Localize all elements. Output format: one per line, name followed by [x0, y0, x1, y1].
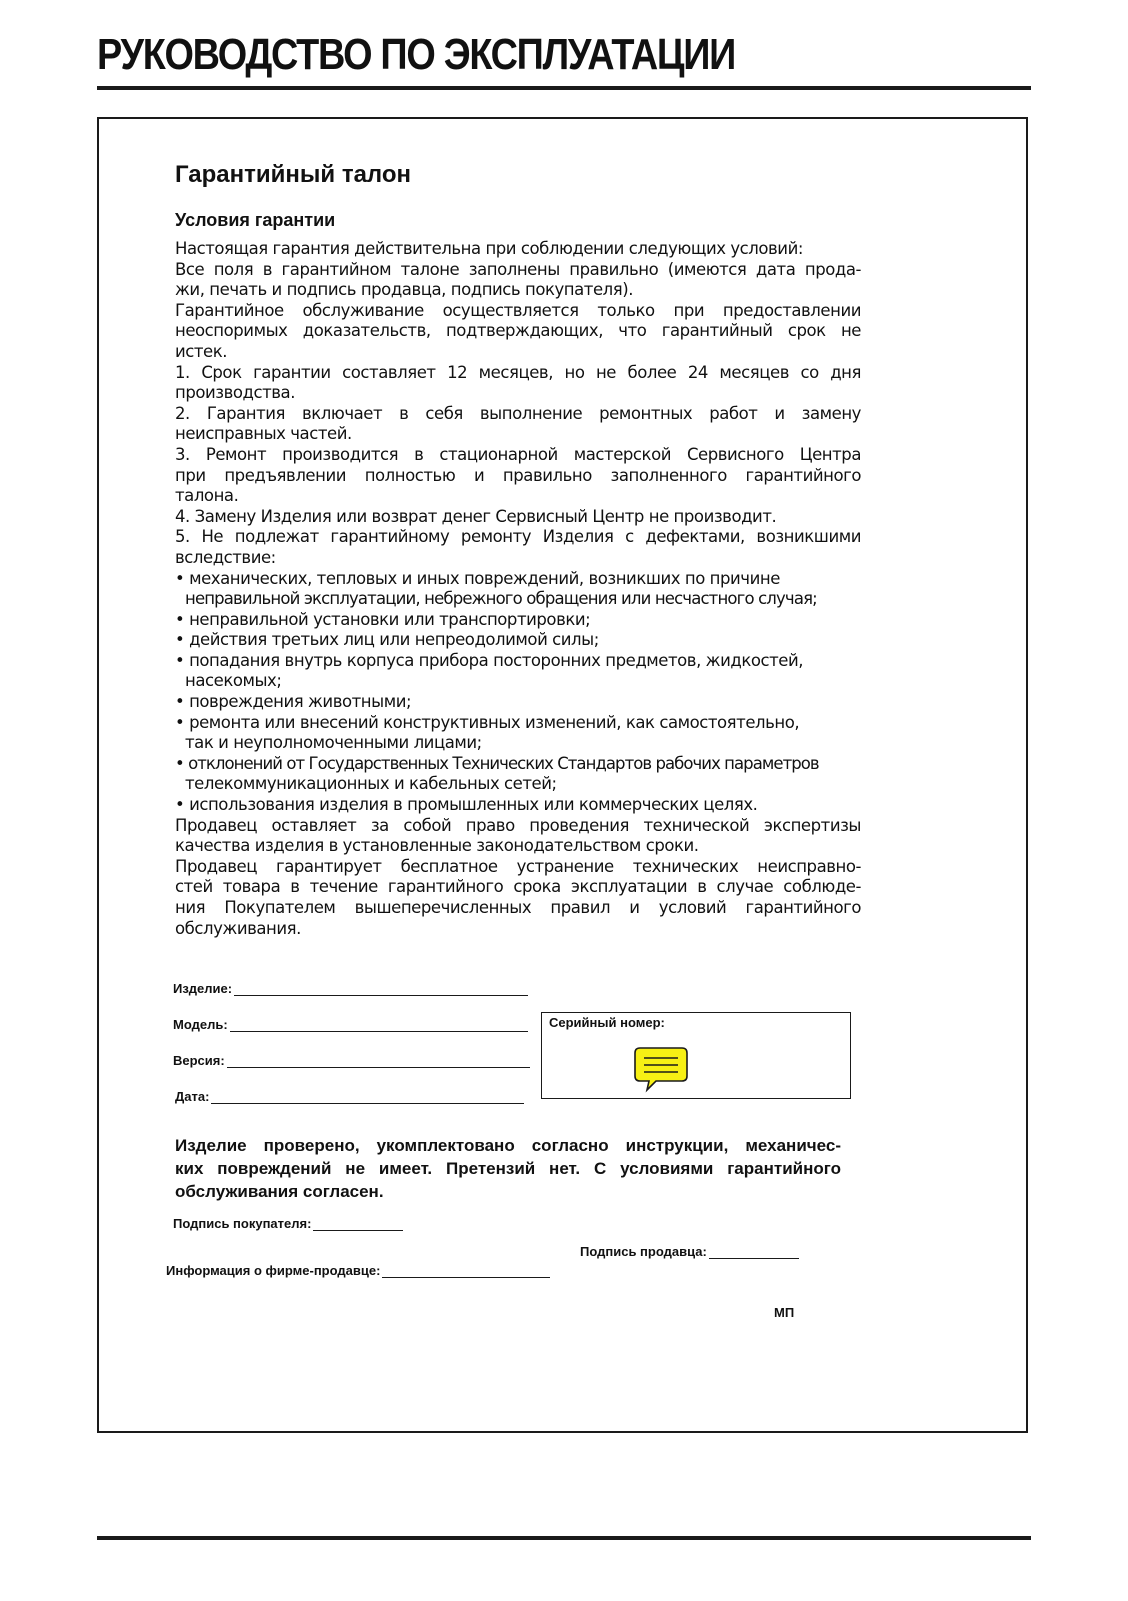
terms-line: • механических, тепловых и иных повреждений, возникших по причине — [175, 568, 780, 588]
confirmation-statement — [175, 1134, 841, 1203]
terms-line: • неправильной установки или транспортировки; — [175, 609, 591, 629]
terms-line: так и неуполномоченными лицами; — [185, 733, 482, 753]
terms-line: стей товара в течение гарантийного срока эксплуатации в случае соблюде- — [175, 877, 861, 897]
confirmation-line: обслуживания согласен. — [175, 1182, 384, 1201]
terms-line: Продавец гарантирует бесплатное устранение технических неисправно- — [175, 856, 861, 876]
date-input-line[interactable] — [211, 1089, 524, 1104]
product-label: Изделие: — [173, 981, 233, 996]
terms-line: Настоящая гарантия действительна при соблюдении следующих условий: — [175, 239, 803, 258]
seller-signature-label: Подпись продавца: — [580, 1244, 707, 1259]
terms-line: обслуживания. — [175, 918, 301, 938]
terms-line: 4. Замену Изделия или возврат денег Сервисный Центр не производит. — [175, 506, 777, 526]
version-field[interactable] — [173, 1053, 530, 1068]
terms-line: талона. — [175, 486, 239, 506]
terms-line: Гарантийное обслуживание осуществляется только при предоставлении — [175, 300, 861, 320]
terms-line: неисправных частей. — [175, 424, 352, 444]
seller-firm-field[interactable] — [166, 1263, 550, 1278]
stamp-placeholder: МП — [774, 1305, 795, 1320]
model-label: Модель: — [173, 1017, 228, 1032]
buyer-signature-label: Подпись покупателя: — [173, 1216, 312, 1231]
product-input-line[interactable] — [234, 981, 528, 996]
terms-line: при предъявлении полностью и правильно заполненного гарантийного — [175, 465, 861, 485]
date-field[interactable] — [175, 1089, 524, 1104]
terms-line: жи, печать и подпись продавца, подпись покупателя). — [175, 280, 634, 300]
product-field[interactable] — [173, 981, 528, 996]
confirmation-line: ких повреждений не имеет. Претензий нет. С условиями гарантийного — [175, 1159, 841, 1178]
terms-line: • повреждения животными; — [175, 692, 412, 712]
terms-line: 1. Срок гарантии составляет 12 месяцев, но не более 24 месяцев со дня — [175, 362, 861, 382]
warranty-terms — [175, 239, 861, 939]
warranty-card — [97, 117, 1028, 1433]
header-divider — [97, 86, 1031, 90]
terms-line: • попадания внутрь корпуса прибора посторонних предметов, жидкостей, — [175, 650, 804, 670]
terms-line: • отклонений от Государственных Технических Стандартов рабочих параметров — [175, 753, 819, 773]
terms-line: • использования изделия в промышленных или коммерческих целях. — [175, 795, 758, 815]
buyer-signature-line[interactable] — [313, 1216, 403, 1231]
speech-bubble-note-icon[interactable] — [634, 1046, 690, 1099]
page-header-title: РУКОВОДСТВО ПО ЭКСПЛУАТАЦИИ — [97, 30, 736, 79]
terms-line: 2. Гарантия включает в себя выполнение ремонтных работ и замену — [175, 403, 861, 423]
model-input-line[interactable] — [230, 1017, 528, 1032]
terms-line: • действия третьих лиц или непреодолимой силы; — [175, 630, 599, 650]
terms-line: • ремонта или внесений конструктивных изменений, как самостоятельно, — [175, 712, 800, 732]
date-label: Дата: — [175, 1089, 210, 1104]
terms-line: неправильной эксплуатации, небрежного обращения или несчастного случая; — [185, 589, 817, 609]
version-label: Версия: — [173, 1053, 225, 1068]
terms-line: вследствие: — [175, 547, 276, 567]
serial-number-label: Серийный номер: — [549, 1015, 665, 1030]
terms-line: производства. — [175, 383, 295, 403]
serial-number-box[interactable] — [541, 1012, 851, 1099]
seller-signature-line[interactable] — [709, 1244, 799, 1259]
terms-line: неоспоримых доказательств, подтверждающих, что гарантийный срок не — [175, 321, 861, 341]
seller-signature-field[interactable] — [580, 1244, 799, 1259]
terms-line: Продавец оставляет за собой право проведения технической экспертизы — [175, 815, 861, 835]
terms-line: 5. Не подлежат гарантийному ремонту Изделия с дефектами, возникшими — [175, 527, 861, 547]
terms-line: 3. Ремонт производится в стационарной мастерской Сервисного Центра — [175, 444, 861, 464]
terms-line: ния Покупателем вышеперечисленных правил и условий гарантийного — [175, 898, 861, 917]
terms-line: телекоммуникационных и кабельных сетей; — [185, 774, 557, 794]
terms-line: Все поля в гарантийном талоне заполнены правильно (имеются дата прода- — [175, 259, 861, 279]
seller-firm-label: Информация о фирме-продавце: — [166, 1263, 381, 1278]
seller-firm-line[interactable] — [382, 1263, 550, 1278]
warranty-title: Гарантийный талон — [175, 161, 412, 188]
conditions-title: Условия гарантии — [175, 210, 336, 230]
footer-divider — [97, 1536, 1031, 1540]
model-field[interactable] — [173, 1017, 528, 1032]
terms-line: качества изделия в установленные законодательством сроки. — [175, 836, 699, 856]
confirmation-line: Изделие проверено, укомплектовано согласно инструкции, механичес- — [175, 1136, 841, 1155]
terms-line: истек. — [175, 341, 228, 361]
terms-line: насекомых; — [185, 671, 282, 691]
version-input-line[interactable] — [227, 1053, 530, 1068]
buyer-signature-field[interactable] — [173, 1216, 403, 1231]
